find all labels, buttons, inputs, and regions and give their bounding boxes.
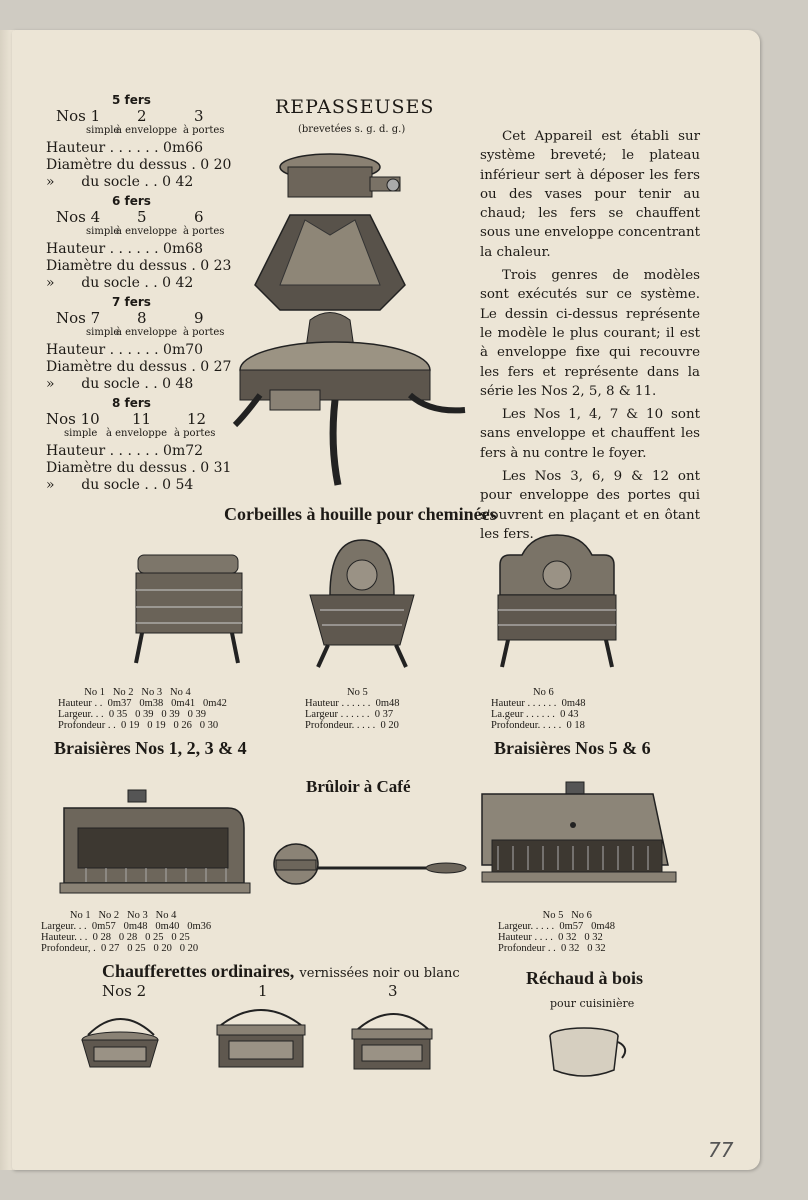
chaufferette-label: Nos 2 (102, 982, 147, 1000)
model-kind: à portes (183, 226, 225, 237)
description-paragraph: Les Nos 1, 4, 7 & 10 sont sans enveloppe et chauffent les fers à nu contre le foyer. (480, 407, 700, 461)
model-kind: simple (86, 125, 120, 136)
model-kind: simple (64, 428, 98, 439)
corbeilles-title: Corbeilles à houille pour cheminées (224, 504, 497, 524)
spec-diametre-socle: » du socle . . 0 54 (46, 477, 194, 493)
corbeilles-dimensions-1-4: No 1 No 2 No 3 No 4 Hauteur . . 0m37 0m38 0m41 0m42 Largeur. . . 0 35 0 39 0 39 0 39 Profondeur . . 0 19 0 19 0 26 0 30 (58, 687, 227, 731)
model-number: Nos 10 (46, 410, 100, 428)
model-number: 3 (194, 107, 204, 125)
model-kind: à enveloppe (116, 125, 178, 136)
chaufferette-3-illustration (350, 1005, 460, 1075)
model-kind: à enveloppe (106, 428, 168, 439)
braisieres-dimensions-1-4: No 1 No 2 No 3 No 4 Largeur. . . 0m57 0m48 0m40 0m36 Hauteur. . . 0 28 0 28 0 25 0 25 Profondeur, . 0 27 0 25 0 20 0 20 (41, 910, 212, 954)
model-kind: à portes (183, 327, 225, 338)
spec-diametre-dessus: Diamètre du dessus . 0 31 (46, 460, 232, 476)
spec-diametre-socle: » du socle . . 0 48 (46, 376, 194, 392)
model-number: 11 (132, 410, 152, 428)
braisiere-5-6-illustration (478, 780, 678, 895)
model-number: 8 (137, 309, 147, 327)
chaufferettes-note: vernissées noir ou blanc (299, 966, 460, 981)
group-fers-count: 7 fers (112, 295, 151, 309)
description-paragraph: Les Nos 3, 6, 9 & 12 ont pour enveloppe des portes qui s'ouvrent en plaçant et en ôtant les fers. (480, 469, 700, 542)
spec-hauteur: Hauteur . . . . . . 0m66 (46, 140, 204, 156)
chaufferettes-heading (102, 961, 460, 982)
model-kind: à portes (183, 125, 225, 136)
group-fers-count: 5 fers (112, 93, 151, 107)
model-kind: simple (86, 327, 120, 338)
chaufferettes-title: Chaufferettes ordinaires, (102, 961, 295, 981)
description-paragraph: Trois genres de modèles sont exécutés sur ce système. Le dessin ci-dessus représente le modèle le plus courant; il est à enveloppe fixe qui recouvre les fers et représente dans la série les Nos 2, 5, 8 & 11. (480, 268, 700, 399)
corbeille-5-illustration (300, 535, 425, 675)
corbeille-1-4-illustration (128, 545, 253, 670)
spec-diametre-socle: » du socle . . 0 42 (46, 275, 194, 291)
description-paragraph: Cet Appareil est établi sur système breveté; le plateau inférieur sert à déposer les fers ou des vases pour tenir au chaud; les fers se chauffent sous une enveloppe concentrant la chaleur. (480, 129, 700, 260)
spec-diametre-dessus: Diamètre du dessus . 0 20 (46, 157, 232, 173)
model-number: 9 (194, 309, 204, 327)
braisieres-5-6-title: Braisières Nos 5 & 6 (494, 738, 651, 758)
spec-diametre-dessus: Diamètre du dessus . 0 27 (46, 359, 232, 375)
model-kind: à enveloppe (116, 327, 178, 338)
spec-diametre-socle: » du socle . . 0 42 (46, 174, 194, 190)
braisieres-dimensions-5-6: No 5 No 6 Largeur. . . . . 0m57 0m48 Hauteur . . . . 0 32 0 32 Profondeur . . 0 32 0 32 (498, 910, 616, 954)
spec-diametre-dessus: Diamètre du dessus . 0 23 (46, 258, 232, 274)
repasseuses-title: REPASSEUSES (275, 96, 435, 118)
repasseuses-subtitle: (brevetées s. g. d. g.) (298, 124, 406, 135)
corbeilles-dimensions-5: No 5 Hauteur . . . . . . 0m48 Largeur . . . . . . 0 37 Profondeur. . . . . 0 20 (305, 687, 400, 731)
spec-hauteur: Hauteur . . . . . . 0m68 (46, 241, 204, 257)
bruloir-cafe-illustration (266, 836, 471, 896)
repasseuse-stove-illustration (230, 145, 475, 495)
corbeille-6-illustration (492, 535, 622, 675)
spec-hauteur: Hauteur . . . . . . 0m72 (46, 443, 204, 459)
model-number: 2 (137, 107, 147, 125)
group-fers-count: 6 fers (112, 194, 151, 208)
model-kind: simple (86, 226, 120, 237)
corbeilles-dimensions-6: No 6 Hauteur . . . . . . 0m48 La.geur . . . . . . 0 43 Profondeur. . . . . 0 18 (491, 687, 586, 731)
chaufferette-2-illustration (80, 1005, 190, 1075)
chaufferette-label: 3 (388, 982, 398, 1000)
model-number: Nos 1 (56, 107, 101, 125)
model-kind: à portes (174, 428, 216, 439)
model-number: 6 (194, 208, 204, 226)
repasseuses-description (480, 127, 700, 548)
braisiere-1-4-illustration (58, 788, 253, 903)
model-number: Nos 7 (56, 309, 101, 327)
braisieres-1-4-title: Braisières Nos 1, 2, 3 & 4 (54, 738, 247, 758)
page-number: 77 (708, 1138, 734, 1162)
chaufferette-1-illustration (215, 1003, 335, 1075)
group-fers-count: 8 fers (112, 396, 151, 410)
rechaud-title: Réchaud à bois (526, 968, 644, 988)
rechaud-illustration (546, 1022, 631, 1082)
model-number: 12 (187, 410, 207, 428)
model-kind: à enveloppe (116, 226, 178, 237)
bruloir-title: Brûloir à Café (306, 777, 411, 796)
chaufferette-label: 1 (258, 982, 268, 1000)
model-number: Nos 4 (56, 208, 101, 226)
spec-hauteur: Hauteur . . . . . . 0m70 (46, 342, 204, 358)
model-number: 5 (137, 208, 147, 226)
rechaud-subtitle: pour cuisinière (550, 997, 635, 1010)
